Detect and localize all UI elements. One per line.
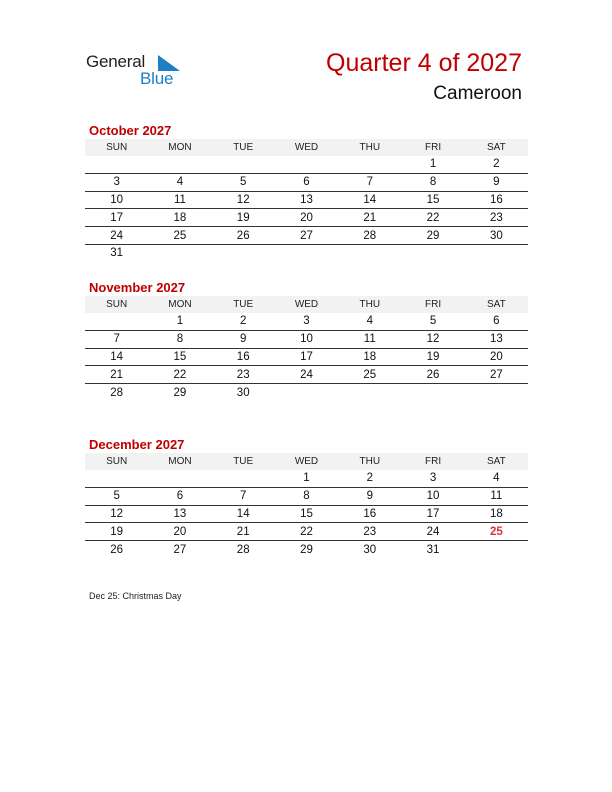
weekday-label: THU <box>338 453 401 470</box>
day-cell: 22 <box>148 366 211 384</box>
day-cell <box>338 384 401 401</box>
day-cell: 15 <box>401 191 464 209</box>
week-row <box>85 156 528 173</box>
weekday-label: WED <box>275 296 338 313</box>
day-cell: 16 <box>465 191 528 209</box>
day-cell: 5 <box>212 173 275 191</box>
day-cell: 17 <box>275 348 338 366</box>
day-cell: 11 <box>465 487 528 505</box>
day-cell: 13 <box>148 505 211 523</box>
week-row <box>85 523 528 541</box>
day-cell: 22 <box>275 523 338 541</box>
week-row <box>85 505 528 523</box>
day-cell: 9 <box>465 173 528 191</box>
month-november <box>85 279 528 401</box>
day-cell <box>212 470 275 487</box>
logo <box>86 52 196 92</box>
day-cell: 9 <box>212 330 275 348</box>
weekday-label: FRI <box>401 296 464 313</box>
day-cell: 19 <box>401 348 464 366</box>
weekday-label: WED <box>275 453 338 470</box>
logo-text-general: General <box>86 52 146 71</box>
day-cell: 8 <box>401 173 464 191</box>
weekday-label: SUN <box>85 453 148 470</box>
day-cell: 4 <box>338 313 401 330</box>
day-cell: 20 <box>465 348 528 366</box>
day-cell: 14 <box>212 505 275 523</box>
day-cell: 5 <box>401 313 464 330</box>
week-row <box>85 384 528 401</box>
day-cell: 2 <box>338 470 401 487</box>
calendar-table <box>85 453 528 558</box>
day-cell: 31 <box>426 543 440 556</box>
day-cell: 11 <box>148 191 211 209</box>
day-cell <box>401 244 464 261</box>
day-cell <box>465 384 528 401</box>
day-cell: 22 <box>401 209 464 227</box>
day-cell: 19 <box>212 209 275 227</box>
day-cell: 6 <box>465 313 528 330</box>
day-cell: 6 <box>275 173 338 191</box>
day-cell: 21 <box>85 366 148 384</box>
day-cell: 10 <box>401 487 464 505</box>
day-cell: 4 <box>465 470 528 487</box>
day-cell: 2 <box>465 156 528 173</box>
weekday-label: FRI <box>401 453 464 470</box>
weekday-label: THU <box>338 139 401 156</box>
day-cell: 20 <box>148 523 211 541</box>
day-cell: 30 <box>465 227 528 245</box>
weekday-label: MON <box>148 453 211 470</box>
day-cell <box>275 384 338 401</box>
day-cell: 29 <box>300 543 313 556</box>
calendar-table <box>85 139 528 262</box>
day-cell: 3 <box>275 313 338 330</box>
day-cell: 29 <box>173 386 187 399</box>
day-cell <box>338 156 401 173</box>
weekday-header-row <box>85 139 528 156</box>
day-cell: 24 <box>275 366 338 384</box>
week-row <box>85 330 528 348</box>
day-cell <box>465 541 528 558</box>
country-name: Cameroon <box>433 83 522 104</box>
day-cell: 30 <box>363 543 377 556</box>
day-cell: 26 <box>212 227 275 245</box>
day-cell: 19 <box>85 523 148 541</box>
day-cell: 25 <box>148 227 211 245</box>
day-cell <box>275 156 338 173</box>
weekday-header-row <box>85 453 528 470</box>
day-cell: 3 <box>401 470 464 487</box>
day-cell <box>212 244 275 261</box>
day-cell: 15 <box>148 348 211 366</box>
day-cell: 30 <box>236 386 250 399</box>
weekday-header-row <box>85 296 528 313</box>
day-cell <box>148 244 211 261</box>
day-cell: 26 <box>110 543 124 556</box>
day-cell <box>85 156 148 173</box>
day-cell: 18 <box>338 348 401 366</box>
day-cell: 14 <box>85 348 148 366</box>
day-cell: 3 <box>85 173 148 191</box>
day-cell: 23 <box>212 366 275 384</box>
weekday-label: SAT <box>465 139 528 156</box>
day-cell: 17 <box>401 505 464 523</box>
month-october <box>85 122 528 262</box>
weekday-label: THU <box>338 296 401 313</box>
day-cell <box>85 313 148 330</box>
day-cell: 9 <box>338 487 401 505</box>
day-cell: 25 <box>338 366 401 384</box>
day-cell: 8 <box>275 487 338 505</box>
day-cell: 29 <box>401 227 464 245</box>
week-row <box>85 541 528 558</box>
weekday-label: MON <box>148 139 211 156</box>
day-cell <box>212 156 275 173</box>
day-cell: 8 <box>148 330 211 348</box>
day-cell: 2 <box>212 313 275 330</box>
day-cell: 21 <box>338 209 401 227</box>
day-cell: 28 <box>236 543 250 556</box>
day-cell: 28 <box>338 227 401 245</box>
day-cell: 12 <box>85 505 148 523</box>
week-row <box>85 191 528 209</box>
day-cell <box>338 244 401 261</box>
holiday-note: Dec 25: Christmas Day <box>89 591 182 601</box>
weekday-label: MON <box>148 296 211 313</box>
day-cell: 23 <box>338 523 401 541</box>
month-december <box>85 436 528 558</box>
holiday-notes <box>89 591 182 601</box>
day-cell: 1 <box>148 313 211 330</box>
day-cell: 4 <box>148 173 211 191</box>
day-cell: 10 <box>275 330 338 348</box>
page-title: Quarter 4 of 2027 <box>326 49 522 77</box>
day-cell: 7 <box>212 487 275 505</box>
week-row <box>85 487 528 505</box>
day-cell: 27 <box>465 366 528 384</box>
day-cell <box>85 470 148 487</box>
day-cell <box>401 384 464 401</box>
day-cell <box>148 156 211 173</box>
day-cell: 24 <box>401 523 464 541</box>
day-cell: 27 <box>173 543 187 556</box>
week-row <box>85 348 528 366</box>
week-row <box>85 173 528 191</box>
day-cell: 23 <box>465 209 528 227</box>
day-cell: 1 <box>275 470 338 487</box>
day-cell <box>148 470 211 487</box>
day-cell: 26 <box>401 366 464 384</box>
month-title: December 2027 <box>89 437 185 452</box>
month-title: November 2027 <box>89 280 186 295</box>
week-row <box>85 470 528 487</box>
day-cell: 1 <box>401 156 464 173</box>
day-cell: 10 <box>85 191 148 209</box>
calendar-table <box>85 296 528 401</box>
day-cell: 14 <box>338 191 401 209</box>
day-cell: 20 <box>275 209 338 227</box>
weekday-label: WED <box>275 139 338 156</box>
day-cell: 12 <box>401 330 464 348</box>
day-cell: 28 <box>110 386 124 399</box>
weekday-label: SAT <box>465 296 528 313</box>
day-cell: 7 <box>338 173 401 191</box>
weekday-label: SUN <box>85 139 148 156</box>
logo-text-blue: Blue <box>140 69 174 88</box>
weekday-label: TUE <box>212 453 275 470</box>
week-row <box>85 227 528 245</box>
day-cell: 18 <box>465 505 528 523</box>
day-cell: 12 <box>212 191 275 209</box>
weekday-label: TUE <box>212 139 275 156</box>
day-cell: 7 <box>85 330 148 348</box>
day-cell: 6 <box>148 487 211 505</box>
month-title: October 2027 <box>89 123 172 138</box>
day-cell: 27 <box>275 227 338 245</box>
day-cell: 13 <box>465 330 528 348</box>
day-cell: 25 <box>465 523 528 541</box>
day-cell: 18 <box>148 209 211 227</box>
day-cell: 5 <box>85 487 148 505</box>
weekday-label: SUN <box>85 296 148 313</box>
day-cell <box>275 244 338 261</box>
day-cell: 11 <box>338 330 401 348</box>
day-cell: 17 <box>85 209 148 227</box>
weekday-label: TUE <box>212 296 275 313</box>
day-cell: 13 <box>275 191 338 209</box>
week-row <box>85 209 528 227</box>
week-row <box>85 366 528 384</box>
day-cell: 16 <box>338 505 401 523</box>
day-cell: 24 <box>85 227 148 245</box>
week-row <box>85 313 528 330</box>
day-cell <box>465 244 528 261</box>
day-cell: 16 <box>212 348 275 366</box>
weekday-label: SAT <box>465 453 528 470</box>
day-cell: 15 <box>275 505 338 523</box>
week-row <box>85 244 528 261</box>
day-cell: 31 <box>110 247 124 260</box>
day-cell: 21 <box>212 523 275 541</box>
weekday-label: FRI <box>401 139 464 156</box>
